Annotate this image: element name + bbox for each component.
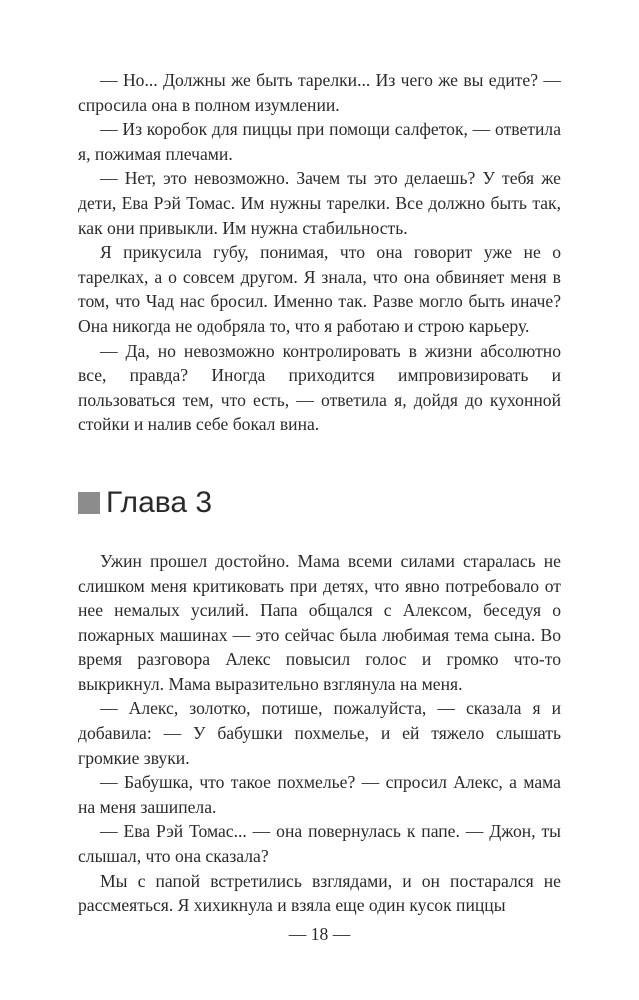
page-number: — 18 —: [288, 924, 351, 944]
paragraph: Мы с папой встретились взглядами, и он постарался не рассмеяться. Я хихикнула и взяла еще один кусок пиццы: [78, 870, 561, 916]
chapter-square-icon: [78, 492, 100, 514]
paragraph: Ужин прошел достойно. Мама всеми силами старалась не слишком меня критиковать при детях, что явно потребовало от нее немалых усилий. Папа общался с Алексом, беседуя о пожарных машинах — это сейчас была любимая тема сына. Во время разговора Алекс повысил голос и громко что-то выкрикнул. Мама выразительно взглянула на меня.: [78, 550, 561, 694]
paragraph: — Но... Должны же быть тарелки... Из чего же вы едите? — спросила она в полном изумлении.: [78, 70, 561, 115]
chapter-heading: [78, 485, 561, 521]
page-body: [78, 68, 561, 918]
paragraph: — Ева Рэй Томас... — она повернулась к папе. — Джон, ты слышал, что она сказала?: [78, 821, 561, 867]
paragraph: — Алекс, золотко, потише, пожалуйста, — сказала я и добавила: — У бабушки похмелье, и ей тяжело слышать громкие звуки.: [78, 698, 561, 768]
paragraph: Я прикусила губу, понимая, что она говорит уже не о тарелках, а о совсем другом. Я знала, что она обвиняет меня в том, что Чад нас бросил. Именно так. Разве могло быть иначе? Она никогда не одобряла то, что я работаю и строю карьеру.: [78, 242, 561, 336]
paragraph: — Да, но невозможно контролировать в жизни абсолютно все, правда? Иногда приходится импровизировать и пользоваться тем, что есть, — ответила я, дойдя до кухонной стойки и налив себе бокал вина.: [78, 340, 561, 435]
chapter-title: Глава 3: [106, 485, 213, 519]
paragraph: — Нет, это невозможно. Зачем ты это делаешь? У тебя же дети, Ева Рэй Томас. Им нужны тарелки. Все должно быть так, как они привыкли. Им нужна стабильность.: [78, 168, 561, 238]
paragraph: — Из коробок для пиццы при помощи салфеток, — ответила я, пожимая плечами.: [78, 119, 561, 164]
paragraph: — Бабушка, что такое похмелье? — спросил Алекс, а мама на меня зашипела.: [78, 772, 561, 817]
